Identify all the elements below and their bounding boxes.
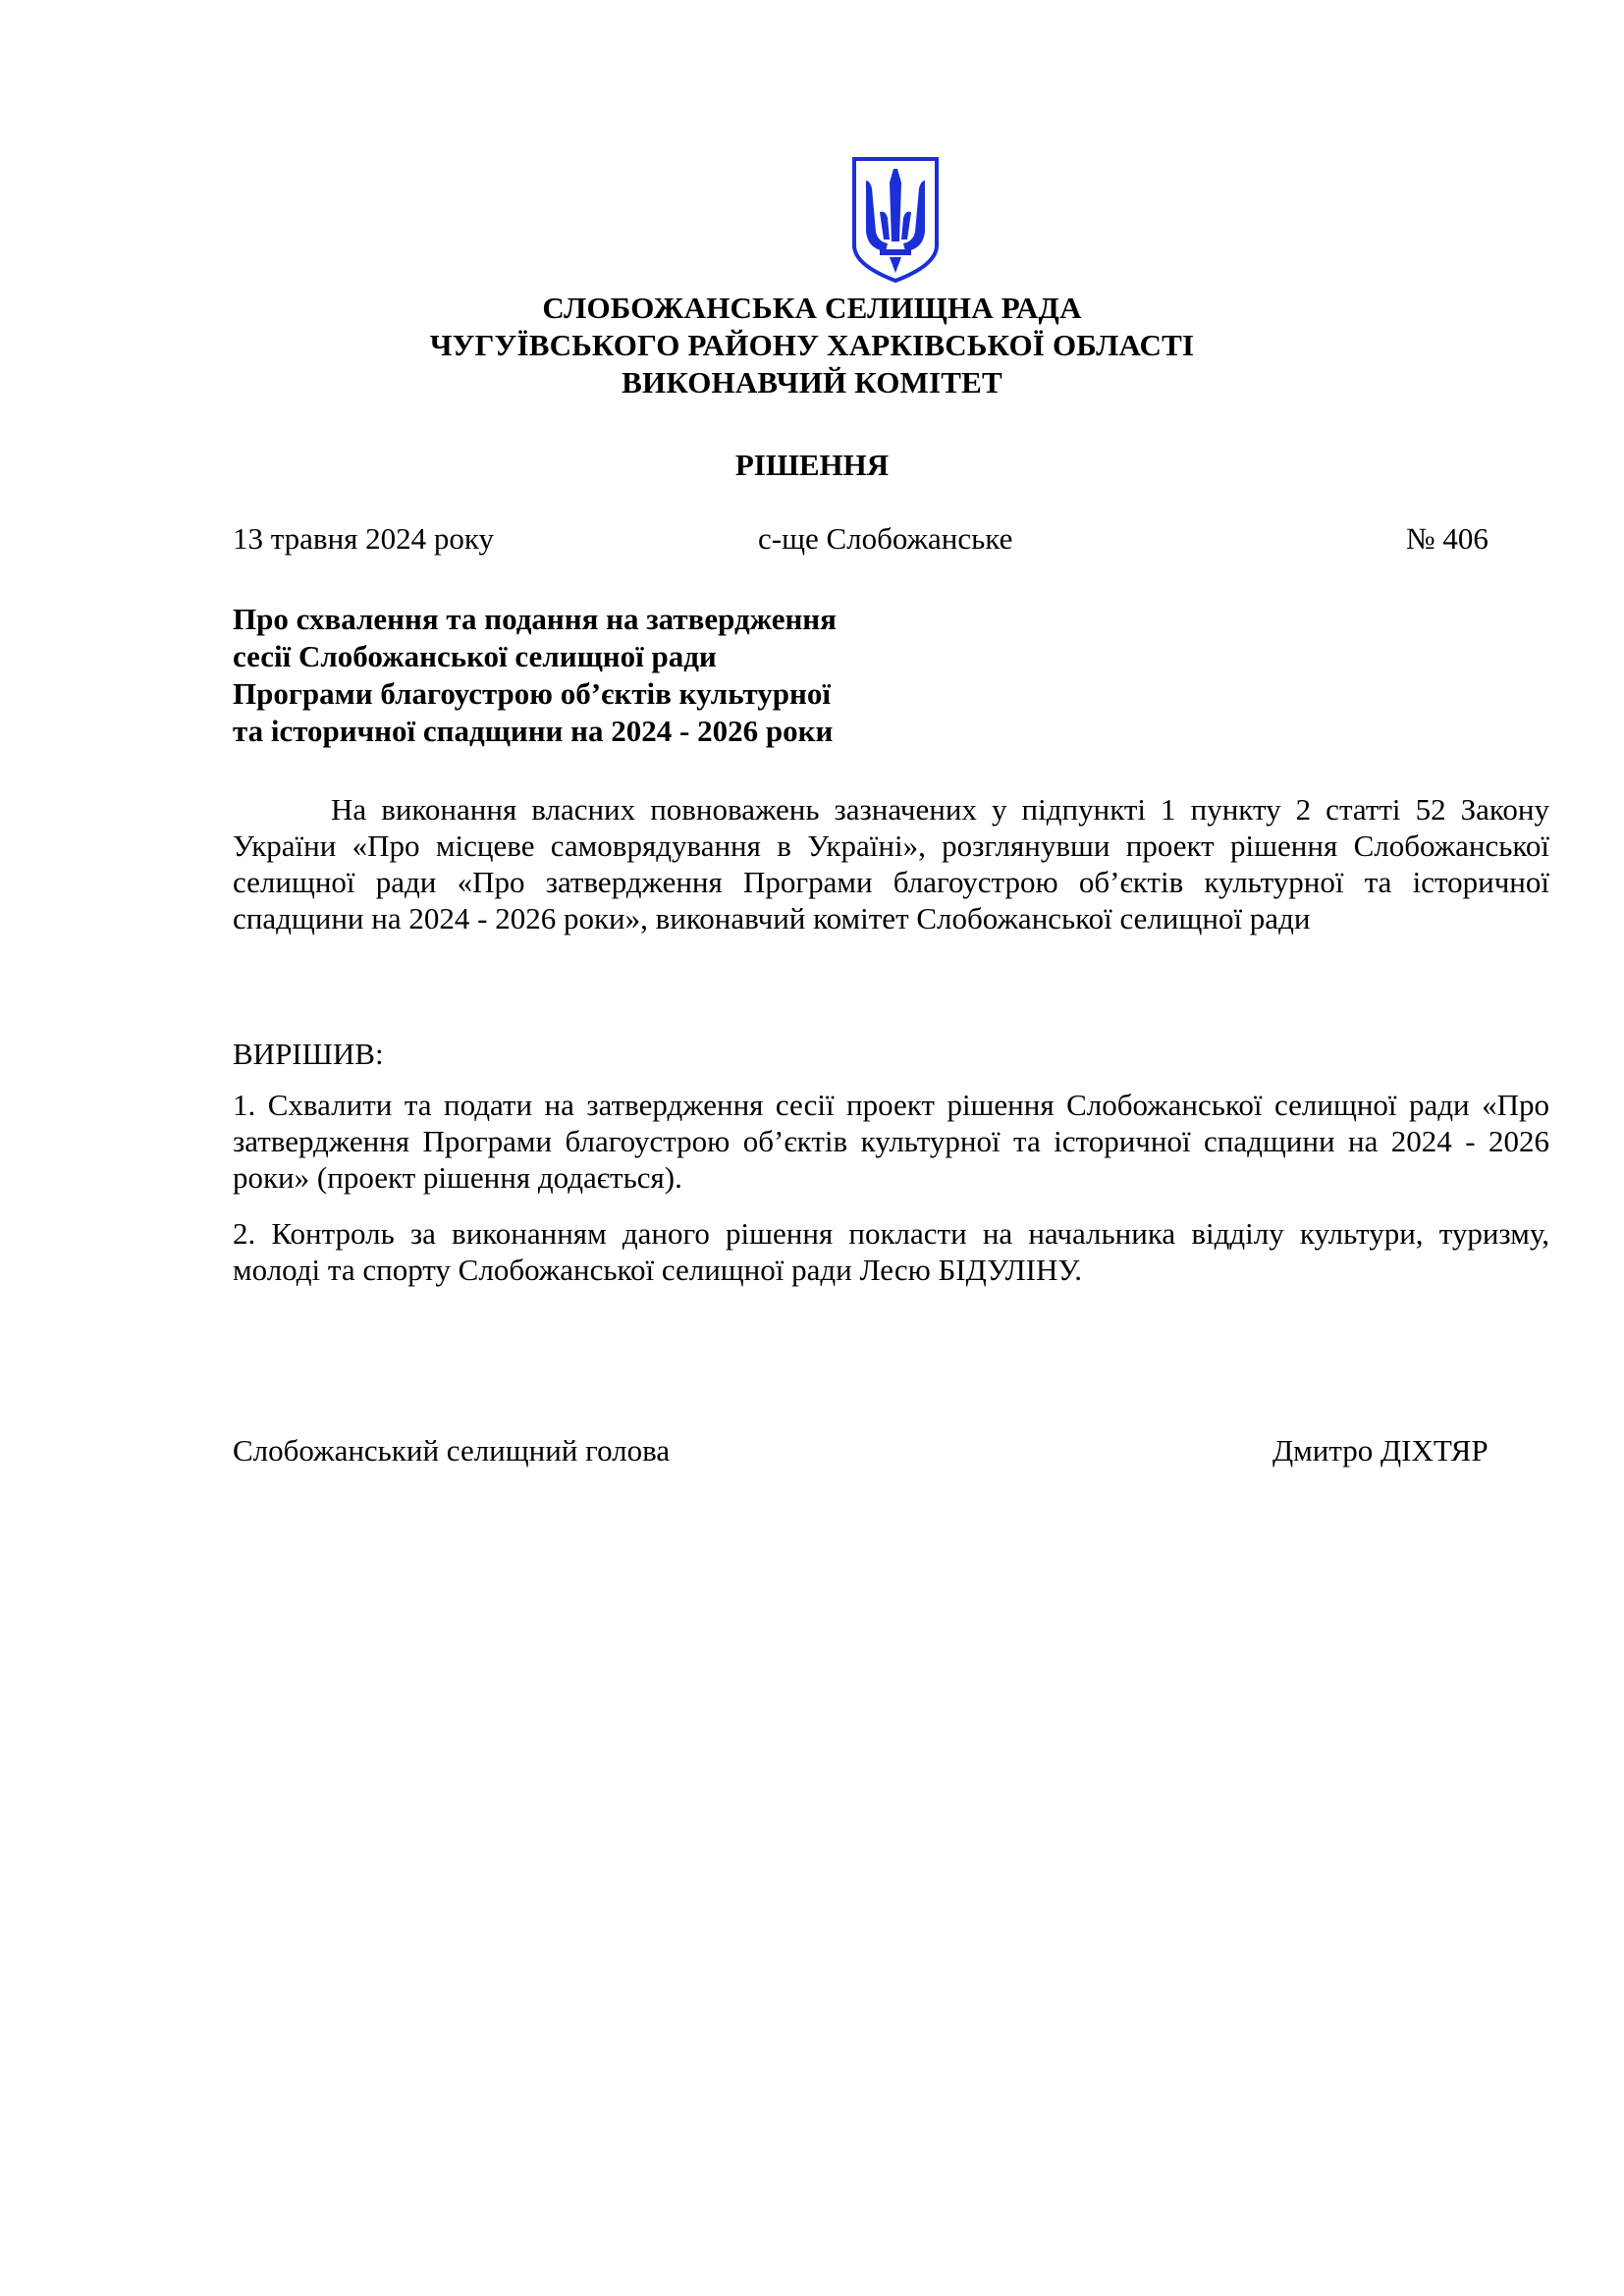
subject-line: сесії Слобожанської селищної ради	[233, 639, 717, 673]
document-place: с-ще Слобожанське	[758, 521, 1013, 556]
tryzub-coat-of-arms-icon	[850, 155, 941, 285]
document-subject	[233, 601, 940, 750]
district-name: ЧУГУЇВСЬКОГО РАЙОНУ ХАРКІВСЬКОЇ ОБЛАСТІ	[429, 328, 1195, 362]
letterhead	[0, 290, 1624, 401]
decision-item-1: 1. Схвалити та подати на затвердження сесії проект рішення Слобожанської селищної ради «Про затвердження Програми благоустрою об’єктів культурної та історичної спадщини на 2024 - 2026 роки» (проект рішення додається).	[233, 1088, 1549, 1195]
preamble-paragraph: На виконання власних повноважень зазначених у підпункті 1 пункту 2 статті 52 Закону України «Про місцеве самоврядування в Україні», розглянувши проект рішення Слобожанської селищної ради «Про затвердження Програми благоустрою об’єктів культурної та історичної спадщини на 2024 - 2026 роки», виконавчий комітет Слобожанської селищної ради	[233, 792, 1549, 935]
committee-name: ВИКОНАВЧИЙ КОМІТЕТ	[622, 365, 1002, 400]
decision-item-2: 2. Контроль за виконанням даного рішення покласти на начальника відділу культури, туризму, молоді та спорту Слобожанської селищної ради Лесю БІДУЛІНУ.	[233, 1216, 1549, 1287]
signatory-name: Дмитро ДІХТЯР	[1272, 1433, 1489, 1468]
resolved-label: ВИРІШИВ:	[233, 1037, 384, 1071]
signatory-title: Слобожанський селищний голова	[233, 1433, 671, 1468]
document-number: № 406	[1406, 521, 1489, 556]
council-name: СЛОБОЖАНСЬКА СЕЛИЩНА РАДА	[542, 291, 1082, 325]
subject-line: та історичної спадщини на 2024 - 2026 роки	[233, 714, 834, 748]
document-date: 13 травня 2024 року	[233, 521, 495, 556]
document-type: РІШЕННЯ	[734, 448, 890, 482]
subject-line: Програми благоустрою об’єктів культурної	[233, 676, 831, 711]
subject-line: Про схвалення та подання на затвердження	[233, 602, 837, 636]
